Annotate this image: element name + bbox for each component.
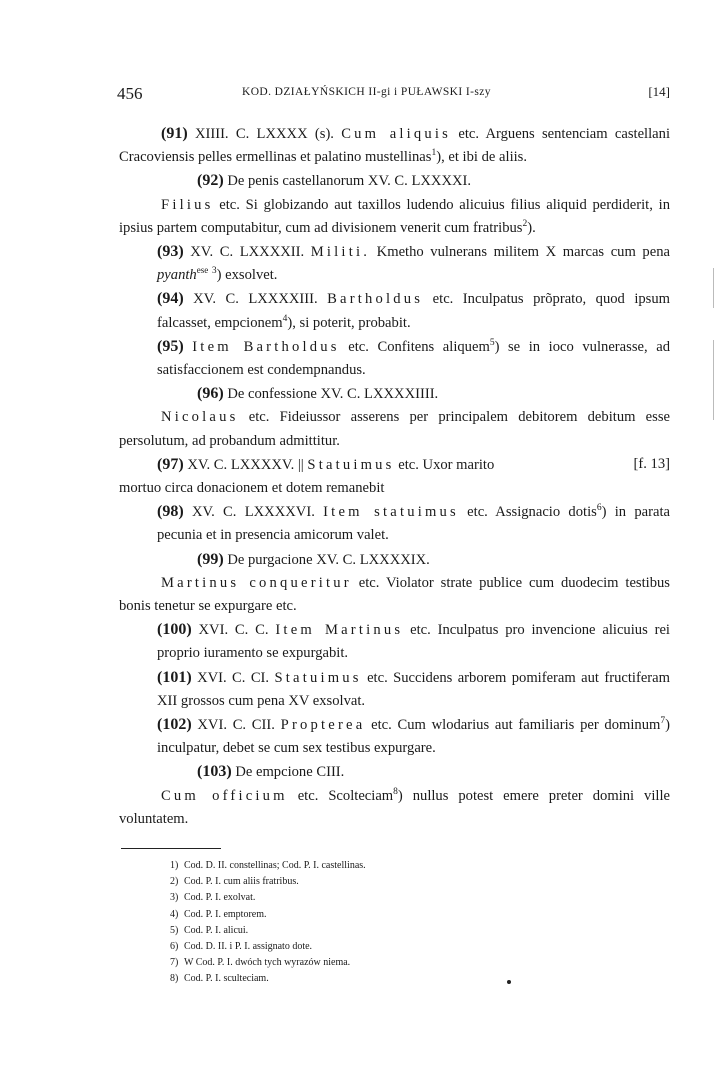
entry-103-heading: (103) De empcione CIII. <box>197 763 345 781</box>
footnote: 2) Cod. P. I. cum aliis fratribus. <box>170 876 299 888</box>
entry-97: [f. 13] (97) XV. C. LXXXXV. || Statuimus etc. Uxor marito <box>119 453 670 477</box>
entry-102: (102) XVI. C. CII. Propterea etc. Cum wlodarius aut familiaris per dominum$^7$) inculpatur, debet se cum sex testibus expurgare. <box>157 716 671 757</box>
entry-101: (101) XVI. C. CI. Statuimus etc. Succidens arborem pomiferam aut fructiferam XII grossos cum pena XV exsolvat. <box>157 668 670 709</box>
page-number: 456 <box>117 84 143 103</box>
entry-96-heading: (96) De confessione XV. C. LXXXXIIII. <box>197 385 439 403</box>
entry-92: Filius etc. Si globizando aut taxillos ludendo alicuius filius aliquid perdiderit, in ipsius partem computabitur, cum ad divisionem venerit cum fratribus$^2$). <box>119 196 670 236</box>
footnote: 8) Cod. P. I. sculteciam. <box>170 973 269 985</box>
entry-99-heading: (99) De purgacione XV. C. LXXXXIX. <box>197 550 430 568</box>
footnote-divider <box>121 848 221 849</box>
entry-96: Nicolaus etc. Fideiussor asserens per principalem debitorem debitum esse persolutum, ad probandum admittitur. <box>119 409 671 449</box>
entry-94: (94) XV. C. LXXXXIII. Bartholdus etc. Inculpatus prõprato, quod ipsum falcasset, empcionem$^4$), si poterit, probabit. <box>157 290 670 331</box>
running-head: KOD. DZIAŁYŃSKICH II-gi i PUŁAWSKI I-szy <box>242 86 491 98</box>
entry-92-heading: (92) De penis castellanorum XV. C. LXXXXI. <box>197 172 472 190</box>
margin-mark <box>713 268 714 308</box>
entry-100: (100) XVI. C. C. Item Martinus etc. Inculpatus pro invencione alicuius rei proprio iuramento se expurgabit. <box>157 621 670 662</box>
entry-95: (95) Item Bartholdus etc. Confitens aliquem$^5$) se in ioco vulnerasse, ad satisfaccionem est condempnandus. <box>157 337 670 379</box>
footnote: 6) Cod. D. II. i P. I. assignato dote. <box>170 941 313 953</box>
main-text <box>119 122 670 831</box>
page-header <box>117 84 670 106</box>
entry-98: (98) XV. C. LXXXXVI. Item statuimus etc. Assignacio dotis$^6$) in parata pecunia et in presencia amicorum valet. <box>157 503 670 544</box>
entry-93: (93) XV. C. LXXXXII. Militi. Kmetho vulnerans militem X marcas cum pena pyanth$^{ese}$ $^3$) exsolvet. <box>157 243 670 284</box>
footnote: 1) Cod. D. II. constellinas; Cod. P. I. castellinas. <box>170 860 366 871</box>
entry-99: Martinus conqueritur etc. Violator strate publice cum duodecim testibus bonis tenetur se expurgare etc. <box>119 574 670 615</box>
footnote: 4) Cod. P. I. emptorem. <box>170 908 267 920</box>
footnote: 5) Cod. P. I. alicui. <box>170 924 249 936</box>
footnotes <box>170 858 366 988</box>
folio-mark: [14] <box>648 84 670 99</box>
entry-91: (91) XIIII. C. LXXXX (s). Cum aliquis etc. Arguens sentenciam castellani Cracoviensis pelles ermellinas et palatino mustellinas$^1$), et ibi de aliis. <box>119 125 670 166</box>
footnote: 3) Cod. P. I. exolvat. <box>170 892 256 904</box>
entry-97-continued: mortuo circa donacionem et dotem remanebit <box>119 480 385 497</box>
entry-103: Cum officium etc. Scolteciam$^8$) nullus potest emere preter domini ville voluntatem. <box>119 786 670 827</box>
margin-mark <box>713 340 714 420</box>
footnote: 7) W Cod. P. I. dwóch tych wyrazów niema. <box>170 957 351 969</box>
ink-spot <box>507 980 511 984</box>
folio-reference: [f. 13] <box>633 455 670 472</box>
